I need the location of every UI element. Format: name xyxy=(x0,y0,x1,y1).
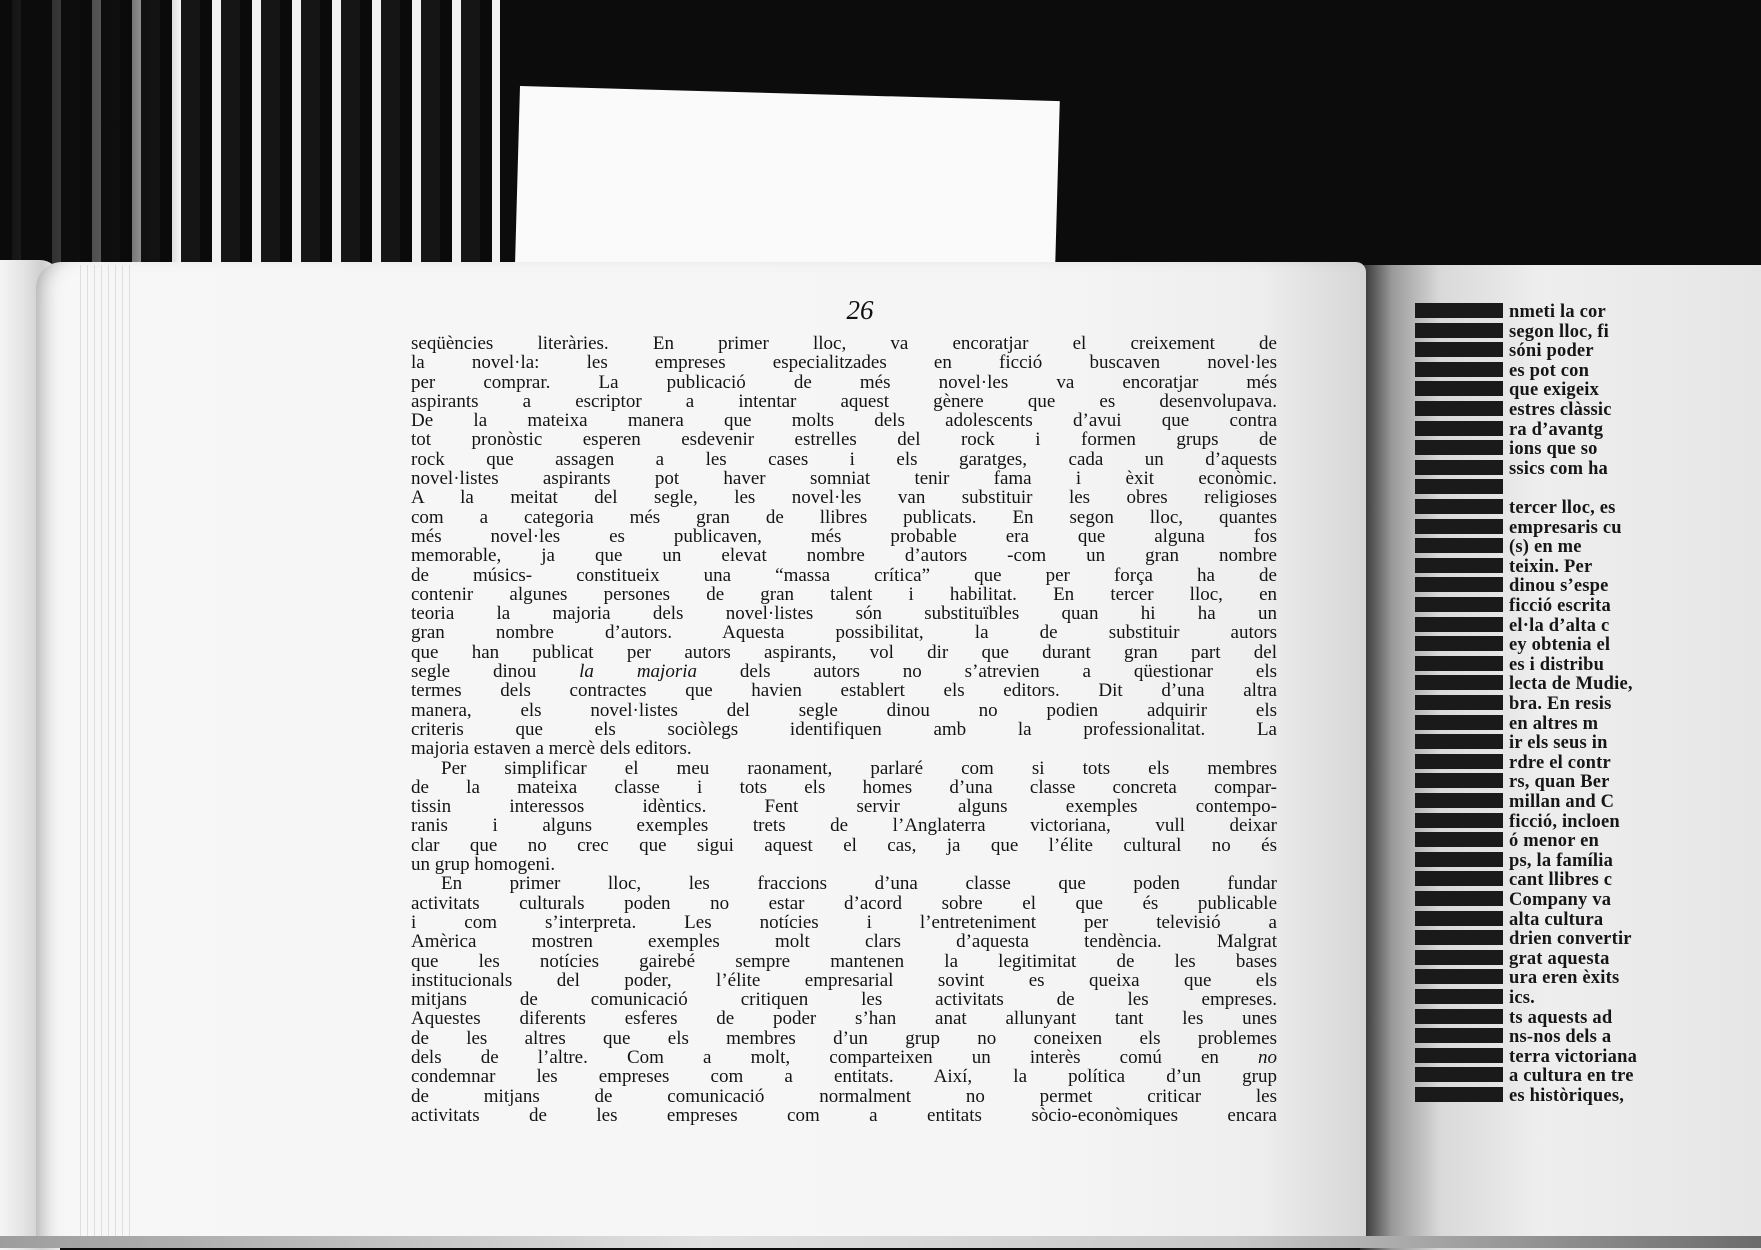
facing-page-line xyxy=(1415,420,1603,441)
facing-page-line xyxy=(1415,361,1589,382)
text-line: la novel·la: les empreses especialitzades en ficció buscaven novel·les xyxy=(411,353,1277,373)
ink-smudge xyxy=(1415,930,1503,945)
facing-page-line xyxy=(1415,655,1604,676)
facing-page-line xyxy=(1415,380,1599,401)
text-line: tissin interessos idèntics. Fent servir alguns exemples contempo- xyxy=(411,797,1277,817)
facing-page-line xyxy=(1415,988,1535,1009)
ink-smudge xyxy=(1415,754,1503,769)
ink-smudge xyxy=(1415,519,1503,534)
ink-smudge xyxy=(1415,1067,1503,1082)
ink-smudge xyxy=(1415,636,1503,651)
text-run: segle dinou xyxy=(411,662,580,682)
ink-smudge xyxy=(1415,362,1503,377)
text-line: A la meitat del segle, les novel·les van substituir les obres religioses xyxy=(411,488,1277,508)
facing-page-line xyxy=(1415,478,1509,499)
facing-page-text: ions que so xyxy=(1509,439,1598,460)
facing-page-text: empresaris cu xyxy=(1509,517,1622,538)
facing-page-text: terra victoriana xyxy=(1509,1046,1638,1067)
ink-smudge xyxy=(1415,577,1503,592)
facing-page-line xyxy=(1415,851,1613,872)
ink-smudge xyxy=(1415,440,1503,455)
facing-page-line xyxy=(1415,518,1622,539)
facing-page-line xyxy=(1415,302,1606,323)
emphasis: la majoria xyxy=(579,662,698,682)
text-line: contenir algunes persones de gran talent i habilitat. En tercer lloc, en xyxy=(411,584,1277,605)
facing-page-line xyxy=(1415,694,1611,715)
text-line: per comprar. La publicació de més novel·les va encoratjar més xyxy=(411,372,1277,392)
facing-page-text: que exigeix xyxy=(1509,380,1600,401)
text-line: De la mateixa manera que molts dels adolescents d’avui que contra xyxy=(411,411,1277,431)
facing-page-line xyxy=(1415,949,1610,970)
facing-page-text: ir els seus in xyxy=(1509,733,1608,754)
facing-page-text: rs, quan Ber xyxy=(1509,772,1610,793)
ink-smudge xyxy=(1415,499,1503,514)
text-line: gran nombre d’autors. Aquesta possibilitat, la de substituir autors xyxy=(411,623,1277,643)
facing-page-text: grat aquesta xyxy=(1509,948,1610,969)
facing-page-line xyxy=(1415,714,1598,735)
facing-page-line xyxy=(1415,576,1609,597)
facing-page-line xyxy=(1415,733,1608,754)
facing-page-text: ns-nos dels a xyxy=(1509,1027,1612,1048)
facing-page-text: ics. xyxy=(1509,988,1535,1008)
text-line: Aquestes diferents esferes de poder s’han anat allunyant tant les unes xyxy=(411,1009,1277,1029)
facing-page-line xyxy=(1415,812,1620,833)
text-line: de la mateixa classe i tots els homes d’una classe concreta compar- xyxy=(411,777,1277,798)
ink-smudge xyxy=(1415,950,1503,965)
ink-smudge xyxy=(1415,1009,1503,1024)
ink-smudge xyxy=(1415,1048,1503,1063)
text-line: que han publicat per autors aspirants, vol dir que durant gran part del xyxy=(411,642,1277,663)
text-line: de mitjans de comunicació normalment no permet criticar les xyxy=(411,1086,1277,1106)
facing-page-line xyxy=(1415,537,1582,558)
facing-page-text: ó menor en xyxy=(1509,831,1600,852)
facing-page-text: ficció, incloen xyxy=(1509,811,1620,832)
facing-page-line xyxy=(1415,459,1608,480)
facing-page-text: teixin. Per xyxy=(1509,556,1593,577)
ink-smudge xyxy=(1415,1087,1503,1102)
ink-smudge xyxy=(1415,421,1503,436)
ink-smudge xyxy=(1415,911,1503,926)
ink-smudge xyxy=(1415,342,1503,357)
facing-page-line xyxy=(1415,1047,1637,1068)
text-line: un grup homogeni. xyxy=(411,855,556,875)
text-line: ranis i alguns exemples trets de l’Anglaterra victoriana, vull deixar xyxy=(411,816,1277,836)
facing-page-text: es històriques, xyxy=(1509,1086,1625,1106)
text-line: més novel·les es publicaven, més probable era que alguna fos xyxy=(411,526,1277,547)
facing-page-text: ura eren èxits xyxy=(1509,968,1620,989)
facing-page-text: ficció escrita xyxy=(1509,596,1611,616)
text-line: tot pronòstic esperen esdevenir estrelles del rock i formen grups de xyxy=(411,430,1277,450)
text-line: memorable, ja que un elevat nombre d’autors -com un gran nombre xyxy=(411,546,1277,566)
facing-page-line xyxy=(1415,870,1612,891)
ink-smudge xyxy=(1415,773,1503,788)
facing-page-text: ts aquests ad xyxy=(1509,1007,1613,1028)
text-line: teoria la majoria dels novel·listes són substituïbles quan hi ha un xyxy=(411,604,1277,624)
ink-smudge xyxy=(1415,969,1503,984)
ink-smudge xyxy=(1415,695,1503,710)
facing-page-line xyxy=(1415,674,1633,695)
facing-page xyxy=(1360,265,1761,1250)
facing-page-text: sóni poder xyxy=(1509,341,1594,362)
ink-smudge xyxy=(1415,813,1503,828)
facing-page-text: (s) en me xyxy=(1509,537,1582,558)
facing-page-line xyxy=(1415,596,1611,617)
ink-smudge xyxy=(1415,479,1503,494)
facing-page-text: ra d’avantg xyxy=(1509,419,1604,440)
ink-smudge xyxy=(1415,656,1503,671)
facing-page-line xyxy=(1415,910,1603,931)
ink-smudge xyxy=(1415,460,1503,475)
text-line: activitats culturals poden no estar d’acord sobre el que és publicable xyxy=(411,893,1277,913)
facing-page-text: ey obtenia el xyxy=(1509,635,1611,656)
facing-page-line xyxy=(1415,498,1616,519)
text-line: que les notícies gairebé sempre mantenen la legitimitat de les bases xyxy=(411,951,1277,971)
page-edge-lines xyxy=(80,265,130,1245)
facing-page-line xyxy=(1415,890,1611,911)
text-line: rock que assagen a les cases i els garatges, cada un d’aquests xyxy=(411,449,1277,470)
facing-page-line xyxy=(1415,1066,1634,1087)
text-line: novel·listes aspirants pot haver somniat tenir fama i èxit econòmic. xyxy=(411,469,1277,489)
text-line: clar que no crec que sigui aquest el cas, ja que l’élite cultural no és xyxy=(411,835,1277,856)
ink-smudge xyxy=(1415,558,1503,573)
background-shadow xyxy=(0,0,180,290)
facing-page-text: estres clàssic xyxy=(1509,400,1612,420)
facing-page-text: drien convertir xyxy=(1509,929,1632,950)
ink-smudge xyxy=(1415,675,1503,690)
facing-page-line xyxy=(1415,400,1612,421)
facing-page-text: dinou s’espe xyxy=(1509,576,1609,597)
facing-page-line xyxy=(1415,929,1632,950)
ink-smudge xyxy=(1415,617,1503,632)
text-line xyxy=(411,1048,1277,1067)
text-line: institucionals del poder, l’élite empresarial sovint es queixa que els xyxy=(411,970,1277,991)
ink-smudge xyxy=(1415,381,1503,396)
facing-page-text: segon lloc, fi xyxy=(1509,321,1609,342)
facing-page-text: rdre el contr xyxy=(1509,752,1611,773)
ink-smudge xyxy=(1415,989,1503,1004)
text-line: En primer lloc, les fraccions d’una classe que poden fundar xyxy=(441,874,1277,894)
ink-smudge xyxy=(1415,715,1503,730)
facing-page-text: cant llibres c xyxy=(1509,870,1613,891)
facing-page-text: Company va xyxy=(1509,890,1612,910)
text-line: criteris que els sociòlegs identifiquen amb la professionalitat. La xyxy=(411,719,1277,740)
emphasis: no xyxy=(1258,1047,1277,1068)
text-line: aspirants a escriptor a intentar aquest gènere que es desenvolupava. xyxy=(411,391,1277,412)
facing-page-line xyxy=(1415,557,1592,578)
ink-smudge xyxy=(1415,734,1503,749)
ink-smudge xyxy=(1415,832,1503,847)
facing-page-text: ssics com ha xyxy=(1509,458,1609,479)
text-line: de músics- constitueix una “massa crítica” que per força ha de xyxy=(411,565,1277,585)
facing-page-line xyxy=(1415,1027,1611,1048)
facing-page-text: ps, la família xyxy=(1509,850,1614,871)
text-run: dels autors no s’atrevien a qüestionar els xyxy=(697,662,1277,682)
text-line: com a categoria més gran de llibres publicats. En segon lloc, quantes xyxy=(411,507,1277,527)
text-line: i com s’interpreta. Les notícies i l’entreteniment per televisió a xyxy=(411,912,1277,933)
facing-page-line xyxy=(1415,1008,1612,1029)
facing-page-text: el·la d’alta c xyxy=(1509,615,1610,636)
ink-smudge xyxy=(1415,303,1503,318)
bottom-edge xyxy=(0,1236,1761,1248)
ink-smudge xyxy=(1415,597,1503,612)
facing-page-line xyxy=(1415,968,1619,989)
facing-page-line xyxy=(1415,831,1599,852)
facing-page-line xyxy=(1415,792,1614,813)
text-line: activitats de les empreses com a entitats sòcio-econòmiques encara xyxy=(411,1105,1277,1126)
facing-page-text: en altres m xyxy=(1509,713,1599,734)
ink-smudge xyxy=(1415,538,1503,553)
facing-page-text: lecta de Mudie, xyxy=(1509,674,1633,695)
text-line: condemnar les empreses com a entitats. Així, la política d’un grup xyxy=(411,1067,1277,1087)
facing-page-line xyxy=(1415,341,1594,362)
text-line: manera, els novel·listes del segle dinou no podien adquirir els xyxy=(411,700,1277,720)
ink-smudge xyxy=(1415,871,1503,886)
body-text xyxy=(411,334,1277,1226)
facing-page-line xyxy=(1415,322,1609,343)
facing-page-line xyxy=(1415,635,1610,656)
facing-page-text: alta cultura xyxy=(1509,909,1604,930)
page-number: 26 xyxy=(846,295,874,325)
ink-smudge xyxy=(1415,793,1503,808)
facing-page-line xyxy=(1415,616,1609,637)
text-line: seqüències literàries. En primer lloc, va encoratjar el creixement de xyxy=(411,334,1277,354)
ink-smudge xyxy=(1415,323,1503,338)
facing-page-text: es pot con xyxy=(1509,360,1590,381)
text-run: dels de l’altre. Com a molt, comparteixen un interès comú en xyxy=(411,1047,1258,1068)
ink-smudge xyxy=(1415,1028,1503,1043)
text-line: Amèrica mostren exemples molt clars d’aquesta tendència. Malgrat xyxy=(411,932,1277,952)
text-line: majoria estaven a mercè dels editors. xyxy=(411,739,692,759)
facing-page-text: millan and C xyxy=(1509,792,1615,812)
ink-smudge xyxy=(1415,852,1503,867)
facing-page-line xyxy=(1415,439,1598,460)
facing-page-line xyxy=(1415,753,1611,774)
facing-page-text: a cultura en tre xyxy=(1509,1066,1634,1087)
ink-smudge xyxy=(1415,401,1503,416)
facing-page-text: tercer lloc, es xyxy=(1509,498,1616,518)
text-line: mitjans de comunicació critiquen les activitats de les empreses. xyxy=(411,990,1277,1010)
text-line: de les altres que els membres d’un grup no coneixen els problemes xyxy=(411,1028,1277,1048)
text-line: Per simplificar el meu raonament, parlaré com si tots els membres xyxy=(441,758,1277,778)
facing-page-text: nmeti la cor xyxy=(1509,302,1606,322)
text-line: termes dels contractes que havien establert els editors. Dit d’una altra xyxy=(411,681,1277,701)
facing-page-text: bra. En resis xyxy=(1509,694,1612,714)
ink-smudge xyxy=(1415,891,1503,906)
facing-page-line xyxy=(1415,1086,1624,1107)
facing-page-line xyxy=(1415,772,1610,793)
facing-page-text: es i distribu xyxy=(1509,654,1605,675)
text-line xyxy=(411,662,1277,681)
